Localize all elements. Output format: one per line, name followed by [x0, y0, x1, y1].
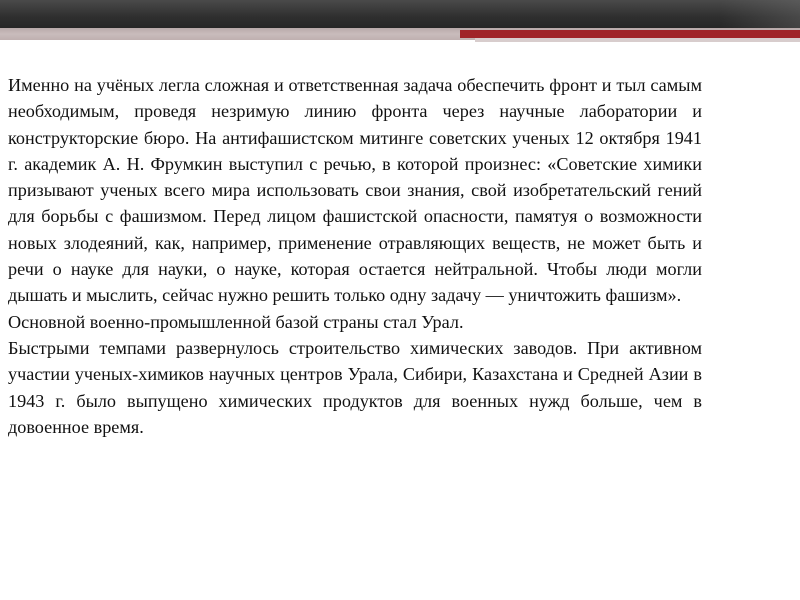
slide-body-text — [8, 72, 702, 440]
paragraph-main: Именно на учёных легла сложная и ответственная задача обеспечить фронт и тыл самым необходимым, проведя незримую линию фронта через научные лаборатории и конструкторские бюро. На антифашистском митинге советских ученых 12 октября 1941 г. академик А. Н. Фрумкин выступил с речью, в которой произнес: «Советские химики призывают ученых всего мира использовать свои знания, свой изобретательский гений для борьбы с фашизмом. Перед лицом фашистской опасности, памятуя о возможности новых злодеяний, как, например, применение отравляющих веществ, не может быть и речи о науке для науки, о науке, которая остается нейтральной. Чтобы люди могли дышать и мыслить, сейчас нужно решить только одну задачу — уничтожить фашизм». — [8, 75, 702, 306]
red-accent-stripe-shadow — [475, 38, 800, 42]
paragraph-ural: Основной военно-промышленной базой страны стал Урал. — [8, 311, 464, 332]
header-bar — [0, 0, 800, 28]
header-bar-highlight — [720, 0, 800, 28]
paragraph-plants: Быстрыми темпами развернулось строительство химических заводов. При активном участии ученых-химиков научных центров Урала, Сибири, Казахстана и Средней Азии в 1943 г. было выпущено химических продуктов для военных нужд больше, чем в довоенное время. — [8, 337, 702, 437]
red-accent-stripe — [460, 30, 800, 38]
